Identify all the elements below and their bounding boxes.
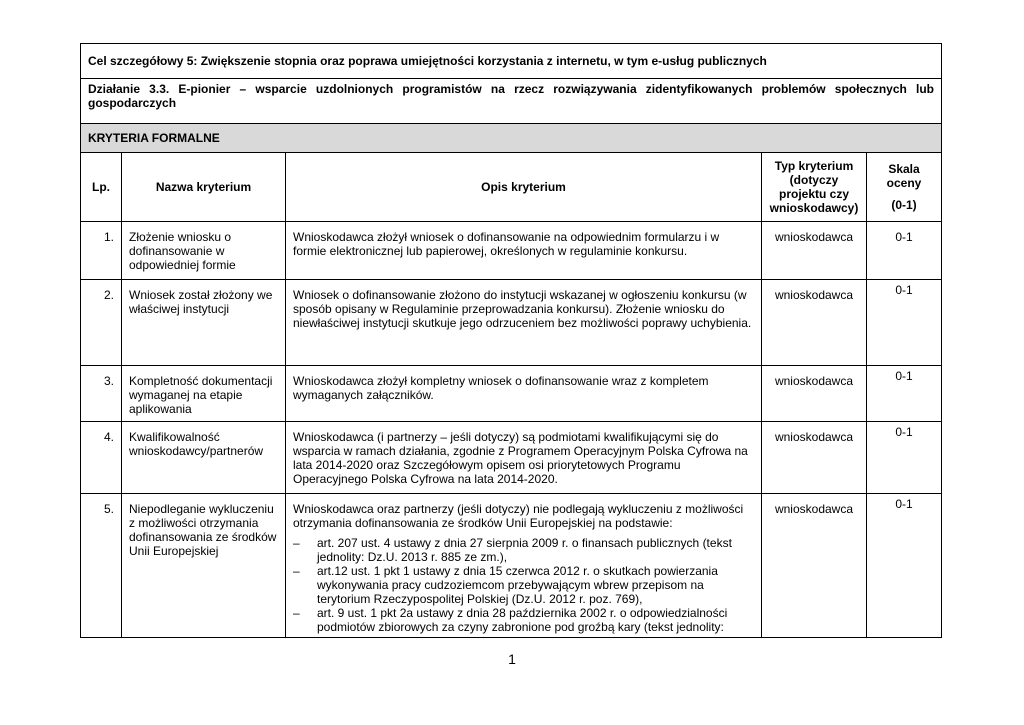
action-header: Działanie 3.3. E-pionier – wsparcie uzdolnionych programistów na rzecz rozwiązywania zidentyfikowanych problemów społecznych lub gospodarczych [81, 79, 942, 124]
row-lp: 5. [81, 494, 122, 638]
row-lp: 3. [81, 366, 122, 422]
row-type: wnioskodawca [762, 222, 867, 280]
section-header: KRYTERIA FORMALNE [81, 124, 942, 153]
legal-basis-list [293, 536, 754, 634]
list-item-text: art. 207 ust. 4 ustawy z dnia 27 sierpnia 2009 r. o finansach publicznych (tekst jednolity: Dz.U. 2013 r. 885 ze zm.), [317, 536, 732, 564]
row-type: wnioskodawca [762, 366, 867, 422]
column-header-row [81, 153, 942, 222]
criteria-table [80, 43, 942, 638]
list-item-text: art.12 ust. 1 pkt 1 ustawy z dnia 15 czerwca 2012 r. o skutkach powierzania wykonywania pracy cudzoziemcom przebywającym wbrew przepisom na terytorium Rzeczypospolitej Polskiej (Dz.U. 2012 r. poz. 769), [317, 564, 718, 606]
list-item [293, 606, 754, 634]
row-name: Kwalifikowalność wnioskodawcy/partnerów [122, 422, 286, 494]
list-item [293, 564, 754, 606]
col-scale [867, 153, 942, 222]
row-scale: 0-1 [867, 222, 942, 280]
table-row [81, 422, 942, 494]
col-type: Typ kryterium (dotyczy projektu czy wnioskodawcy) [762, 153, 867, 222]
list-marker: – [293, 536, 300, 550]
row-scale: 0-1 [867, 280, 942, 366]
list-marker: – [293, 564, 300, 578]
row-name: Wniosek został złożony we właściwej instytucji [122, 280, 286, 366]
col-scale-value: (0-1) [891, 198, 917, 212]
table-row [81, 494, 942, 638]
col-scale-label: Skala oceny [886, 162, 922, 190]
row-scale: 0-1 [867, 494, 942, 638]
row-name: Niepodleganie wykluczeniu z możliwości otrzymania dofinansowania ze środków Unii Europejskiej [122, 494, 286, 638]
table-row [81, 366, 942, 422]
row-desc: Wniosek o dofinansowanie złożono do instytucji wskazanej w ogłoszeniu konkursu (w sposób opisany w Regulaminie przeprowadzania konkursu). Złożenie wniosku do niewłaściwej instytucji skutkuje jego odrzuceniem bez możliwości poprawy uchybienia. [286, 280, 762, 366]
row-desc: Wnioskodawca oraz partnerzy (jeśli dotyczy) nie podlegają wykluczeniu z możliwości otrzymania dofinansowania ze środków Unii Europejskiej na podstawie: [293, 502, 744, 530]
row-desc: Wnioskodawca złożył kompletny wniosek o dofinansowanie wraz z kompletem wymaganych załączników. [286, 366, 762, 422]
row-type: wnioskodawca [762, 280, 867, 366]
row-lp: 4. [81, 422, 122, 494]
col-desc: Opis kryterium [286, 153, 762, 222]
row-scale: 0-1 [867, 366, 942, 422]
row-name: Kompletność dokumentacji wymaganej na etapie aplikowania [122, 366, 286, 422]
page-number: 1 [508, 651, 516, 667]
row-desc: Wnioskodawca (i partnerzy – jeśli dotyczy) są podmiotami kwalifikującymi się do wsparcia w ramach działania, zgodnie z Programem Operacyjnym Polska Cyfrowa na lata 2014-2020 oraz Szczegółowym opisem osi priorytetowych Programu Operacyjnego Polska Cyfrowa na lata 2014-2020. [286, 422, 762, 494]
row-desc: Wnioskodawca złożył wniosek o dofinansowanie na odpowiednim formularzu i w formie elektronicznej lub papierowej, określonych w regulaminie konkursu. [286, 222, 762, 280]
row-name: Złożenie wniosku o dofinansowanie w odpowiedniej formie [122, 222, 286, 280]
row-lp: 1. [81, 222, 122, 280]
row-desc-cell [286, 494, 762, 638]
row-type: wnioskodawca [762, 422, 867, 494]
goal-header: Cel szczegółowy 5: Zwiększenie stopnia oraz poprawa umiejętności korzystania z internetu, w tym e-usług publicznych [81, 44, 942, 79]
table-row [81, 222, 942, 280]
row-scale: 0-1 [867, 422, 942, 494]
col-name: Nazwa kryterium [122, 153, 286, 222]
list-marker: – [293, 606, 300, 620]
list-item-text: art. 9 ust. 1 pkt 2a ustawy z dnia 28 października 2002 r. o odpowiedzialności podmiotów zbiorowych za czyny zabronione pod groźbą kary (tekst jednolity: [317, 606, 728, 634]
table-row [81, 280, 942, 366]
row-lp: 2. [81, 280, 122, 366]
col-lp: Lp. [81, 153, 122, 222]
list-item [293, 536, 754, 564]
row-type: wnioskodawca [762, 494, 867, 638]
